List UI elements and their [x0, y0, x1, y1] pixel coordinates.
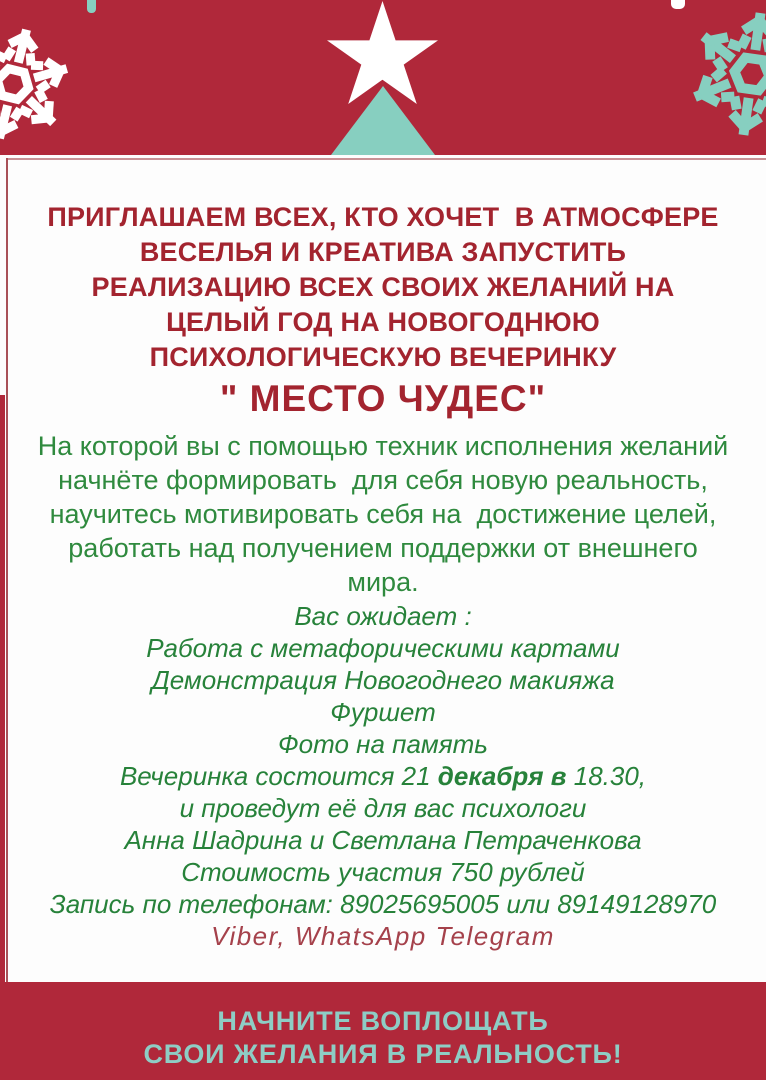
schedule-line	[0, 760, 766, 792]
schedule-prefix: Вечеринка состоится 21	[119, 761, 438, 791]
christmas-tree-icon	[331, 86, 435, 155]
program-item: Фото на память	[278, 729, 488, 759]
heading	[0, 200, 766, 375]
footer-line: НАЧНИТЕ ВОПЛОЩАТЬ	[217, 1006, 549, 1036]
event-title: " МЕСТО ЧУДЕС"	[219, 378, 547, 419]
hanging-dash-teal	[87, 0, 96, 13]
program-intro: Вас ожидает :	[294, 601, 472, 631]
phones-line: Запись по телефонам: 89025695005 или 89149128970	[49, 889, 717, 919]
description	[0, 429, 766, 599]
invitation-card	[0, 155, 766, 982]
description-line: начнёте формировать для себя новую реальность,	[58, 465, 708, 495]
snowflake-icon	[0, 10, 87, 158]
footer-line: СВОИ ЖЕЛАНИЯ В РЕАЛЬНОСТЬ!	[143, 1039, 623, 1069]
price-line: Стоимость участия 750 рублей	[181, 857, 585, 887]
footer-banner	[0, 982, 766, 1080]
heading-line: ПСИХОЛОГИЧЕСКУЮ ВЕЧЕРИНКУ	[149, 342, 617, 372]
description-line: работать над получением поддержки от внешнего	[68, 533, 698, 563]
snowflake-icon	[676, 0, 766, 150]
messengers-line: Viber, WhatsApp Telegram	[211, 921, 555, 951]
program-item: Демонстрация Новогоднего макияжа	[151, 665, 615, 695]
card-content	[0, 155, 766, 982]
heading-line: ВЕСЕЛЬЯ И КРЕАТИВА ЗАПУСТИТЬ	[139, 237, 627, 267]
hosts-line: и проведут её для вас психологи	[179, 793, 587, 823]
description-line: мира.	[347, 567, 419, 597]
hosts-names: Анна Шадрина и Светлана Петраченкова	[124, 825, 642, 855]
hanging-dash-white	[671, 0, 685, 9]
program	[0, 600, 766, 952]
heading-line: РЕАЛИЗАЦИЮ ВСЕХ СВОИХ ЖЕЛАНИЙ НА	[91, 272, 675, 302]
program-item: Работа с метафорическими картами	[146, 633, 620, 663]
description-line: На которой вы с помощью техник исполнения желаний	[37, 431, 729, 461]
schedule-date: декабря в	[437, 761, 567, 791]
schedule-time: 18.30,	[566, 761, 647, 791]
heading-line: ЦЕЛЫЙ ГОД НА НОВОГОДНЮЮ	[166, 307, 600, 337]
program-item: Фуршет	[330, 697, 436, 727]
heading-line: ПРИГЛАШАЕМ ВСЕХ, КТО ХОЧЕТ В АТМОСФЕРЕ	[47, 202, 719, 232]
description-line: научитесь мотивировать себя на достижение целей,	[49, 499, 717, 529]
